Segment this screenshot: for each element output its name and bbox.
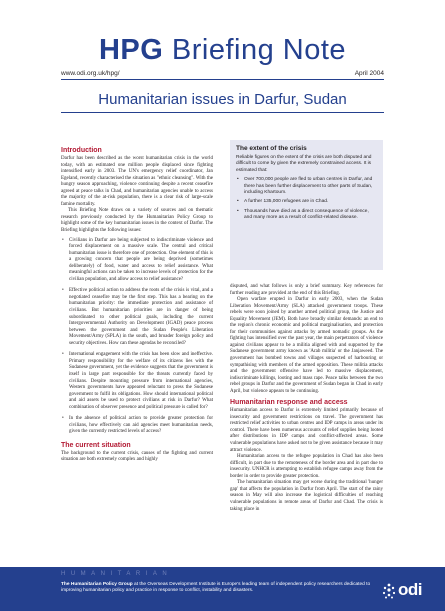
footer-description-text: at the Overseas Development Institute is Europe's leading team of independent policy researchers dedicated to improving humanitarian policy and practice in response to conflict, instability and disasters. bbox=[61, 582, 371, 594]
list-item: • International engagement with the crisis has been slow and ineffective. Primary responsibility for the welfare of its citizens lies with the Sudanese government, yet the evidence suggests that the government is itself in large part responsible for the threats currently faced by civilians. Despite mounting pressure from international agencies, Western governments have appeared reluctant to press the Sudanese government to fulfil its obligations. How should international political and aid assets be used to protect civilians at risk in Darfur? What combination of observer presence and political pressure is called for? bbox=[61, 352, 213, 411]
list-item: • A further 135,000 refugees are in Chad. bbox=[236, 199, 377, 205]
right-column bbox=[230, 284, 383, 513]
list-item: • Thousands have died as a direct consequence of violence, and many more as a result of conflict-related disease. bbox=[236, 209, 377, 222]
publication-date: April 2004 bbox=[354, 70, 384, 77]
right-paragraph-5: The humanitarian situation may get worse during the traditional 'hunger gap' that affects the population in Darfur from April. The start of the rainy season in May will also increase the logistical difficulties of reaching vulnerable populations in remote areas of Darfur and Chad. The crisis is taking place in bbox=[230, 480, 383, 512]
list-item: • Over 700,000 people are fled to urban centres in Darfur, and there has been further displacement to other parts of Sudan, including Khartoum. bbox=[236, 177, 377, 196]
box-intro-text: Reliable figures on the extent of the crisis are both disputed and difficult to come by given the extremely constrained access. It is estimated that: bbox=[236, 155, 372, 173]
box-list bbox=[236, 177, 377, 221]
list-item: • In the absence of political action to provide greater protection for civilians, how effectively can aid agencies meet humanitarian needs, given the currently restricted levels of access? bbox=[61, 416, 213, 436]
odi-logo-dots-icon bbox=[382, 583, 396, 599]
left-column bbox=[61, 146, 213, 464]
key-issues-list bbox=[61, 238, 213, 436]
footer-banner bbox=[0, 567, 445, 611]
footer-org-name: The Humanitarian Policy Group bbox=[61, 582, 133, 587]
intro-paragraph-2: This Briefing Note draws on a variety of sources and on thematic research previously conducted by the Humanitarian Policy Group to highlight some of the key humanitarian issues in the context of Darfur. The Briefing highlights the following issues: bbox=[61, 208, 213, 234]
document-title: Humanitarian issues in Darfur, Sudan bbox=[98, 91, 347, 108]
box-heading: The extent of the crisis bbox=[236, 145, 307, 152]
odi-logo bbox=[382, 581, 422, 601]
response-access-heading: Humanitarian response and access bbox=[230, 399, 348, 407]
right-paragraph-4: Humanitarian access to the refugee population in Chad has also been difficult, in part due to the remoteness of the border area and in part due to insecurity. UNHCR is attempting to establish refugee camps away from the border in order to provide greater protection. bbox=[230, 454, 383, 479]
intro-paragraph-1: Darfur has been described as the worst humanitarian crisis in the world today, with an estimated one million people displaced since fighting intensified early in 2003. The UN's emergency relief coordinator, Jan Egeland, recently characterised the situation as "ethnic cleansing". With the hungry season approaching, violence continuing despite a recent ceasefire agreed at peace talks in Chad, and humanitarian agencies unable to access the majority of the at-risk population, there is a clear risk of large-scale famine mortality. bbox=[61, 156, 213, 207]
introduction-heading: Introduction bbox=[61, 147, 102, 154]
list-item: • Civilians in Darfur are being subjected to indiscriminate violence and forced displacement on a massive scale. The central and critical humanitarian issue is therefore one of protection. One element of this is a growing concern that people are being deprived (sometimes deliberately) of food, water and access to relief assistance. What meaningful actions can be taken to increase levels of protection for the civilian population, and allow access to relief assistance? bbox=[61, 238, 213, 284]
extent-of-crisis-box bbox=[230, 140, 383, 270]
current-situation-heading: The current situation bbox=[61, 441, 131, 449]
brand-briefing-note: Briefing Note bbox=[171, 34, 347, 66]
header-divider bbox=[61, 79, 384, 80]
title-divider bbox=[61, 112, 384, 113]
current-situation-paragraph: The background to the current crisis, causes of the fighting and current situation are both extremely complex and highly bbox=[61, 450, 213, 463]
right-paragraph-2: Open warfare erupted in Darfur in early 2003, when the Sudan Liberation Movement/Army (SLA) attacked government troops. These rebels were soon joined by another armed political group, the Justice and Equality Movement (JEM). Both have broadly similar demands: an end to the region's chronic economic and political marginalisation, and protection for their communities against attacks by armed nomadic groups. As the fighting has intensified over the past year, the main perpetrators of violence against civilians appear to be a militia aligned with and supported by the Sudanese government army known as 'Arab militia' or the Janjaweed. The government has bombed towns and villages suspected of harbouring or sympathising with members of the armed opposition. These militia attacks and the government offensive have led to massive displacement, indiscriminate killings, looting and mass rape. Peace talks between the two rebel groups in Darfur and the government of Sudan began in Chad in early April, but violence appears to be continuing. bbox=[230, 297, 383, 394]
odi-logo-text: odi bbox=[398, 580, 422, 599]
list-item: • Effective political action to address the roots of the crisis is vital, and a negotiated ceasefire may be the first step. This has a bearing on the humanitarian priority: the immediate protection and assistance of civilians. But humanitarian priorities are in danger of being subordinated to other political goals, including the current Intergovernmental Authority on Development (IGAD) peace process between the government and the Sudan People's Liberation Movement/Army (SPLA) in the south, and broader foreign policy and security objectives. How can these agendas be reconciled? bbox=[61, 288, 213, 347]
website-link[interactable]: www.odi.org.uk/hpg/ bbox=[61, 70, 120, 77]
right-paragraph-3: Humanitarian access to Darfur is extremely limited primarily because of insecurity and government restrictions on travel. The government has restricted relief activities to urban centres and IDP camps in areas under its control. There have been numerous accounts of relief supplies being looted after distributions in IDP camps and conflict-affected areas. Some vulnerable populations have asked not to be given assistance because it may attract violence. bbox=[230, 408, 383, 453]
brand-hpg: HPG bbox=[98, 34, 164, 66]
right-paragraph-1: disputed, and what follows is only a brief summary. Key references for further reading are provided at the end of this Briefing. bbox=[230, 284, 383, 296]
footer-watermark-word: HUMANITARIAN bbox=[61, 571, 173, 577]
briefing-header bbox=[0, 0, 445, 113]
publication-brand bbox=[0, 34, 445, 67]
footer-description bbox=[61, 582, 379, 595]
